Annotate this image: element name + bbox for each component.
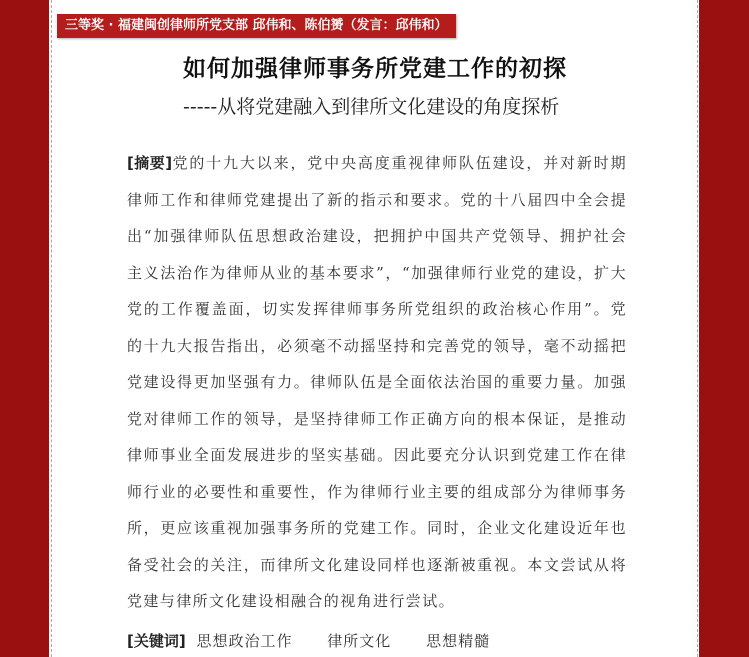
abstract-text: 党的十九大以来，党中央高度重视律师队伍建设，并对新时期律师工作和律师党建提出了新的指示和要求。党的十八届四中全会提出“加强律师队伍思想政治建设，把拥护中国共产党领导、拥护社会主义法治作为律师从业的基本要求”，“加强律师行业党的建设，扩大党的工作覆盖面，切实发挥律师事务所党组织的政治核心作用”。党的十九大报告指出，必须毫不动摇坚持和完善党的领导，毫不动摇把党建设得更加坚强有力。律师队伍是全面依法治国的重要力量。加强党对律师工作的领导，是坚持律师工作正确方向的根本保证，是推动律师事业全面发展进步的坚实基础。因此要充分认识到党建工作在律师行业的必要性和重要性，作为律师行业主要的组成部分为律师事务所，更应该重视加强事务所的党建工作。同时，企业文化建设近年也备受社会的关注，而律所文化建设同样也逐渐被重视。本文尝试从将党建与律所文化建设相融合的视角进行尝试。 bbox=[127, 154, 627, 610]
award-banner: 三等奖 · 福建闽创律师所党支部 邱伟和、陈伯赟（发言：邱伟和） bbox=[57, 14, 456, 38]
left-red-border bbox=[0, 0, 49, 657]
abstract-label: [摘要] bbox=[127, 154, 173, 172]
keyword-item: 律所文化 bbox=[327, 632, 392, 650]
keywords-label: [关键词] bbox=[127, 632, 186, 650]
right-red-border bbox=[699, 0, 749, 657]
keyword-item: 思想政治工作 bbox=[196, 632, 293, 650]
article-content bbox=[57, 0, 693, 657]
keyword-item: 思想精髓 bbox=[426, 632, 491, 650]
left-dashed-line bbox=[51, 0, 52, 657]
abstract-paragraph bbox=[127, 145, 627, 620]
article-subtitle: -----从将党建融入到律所文化建设的角度探析 bbox=[183, 96, 560, 118]
article-title: 如何加强律师事务所党建工作的初探 bbox=[183, 56, 567, 82]
right-dashed-line bbox=[697, 0, 698, 657]
keywords-line bbox=[127, 630, 520, 651]
